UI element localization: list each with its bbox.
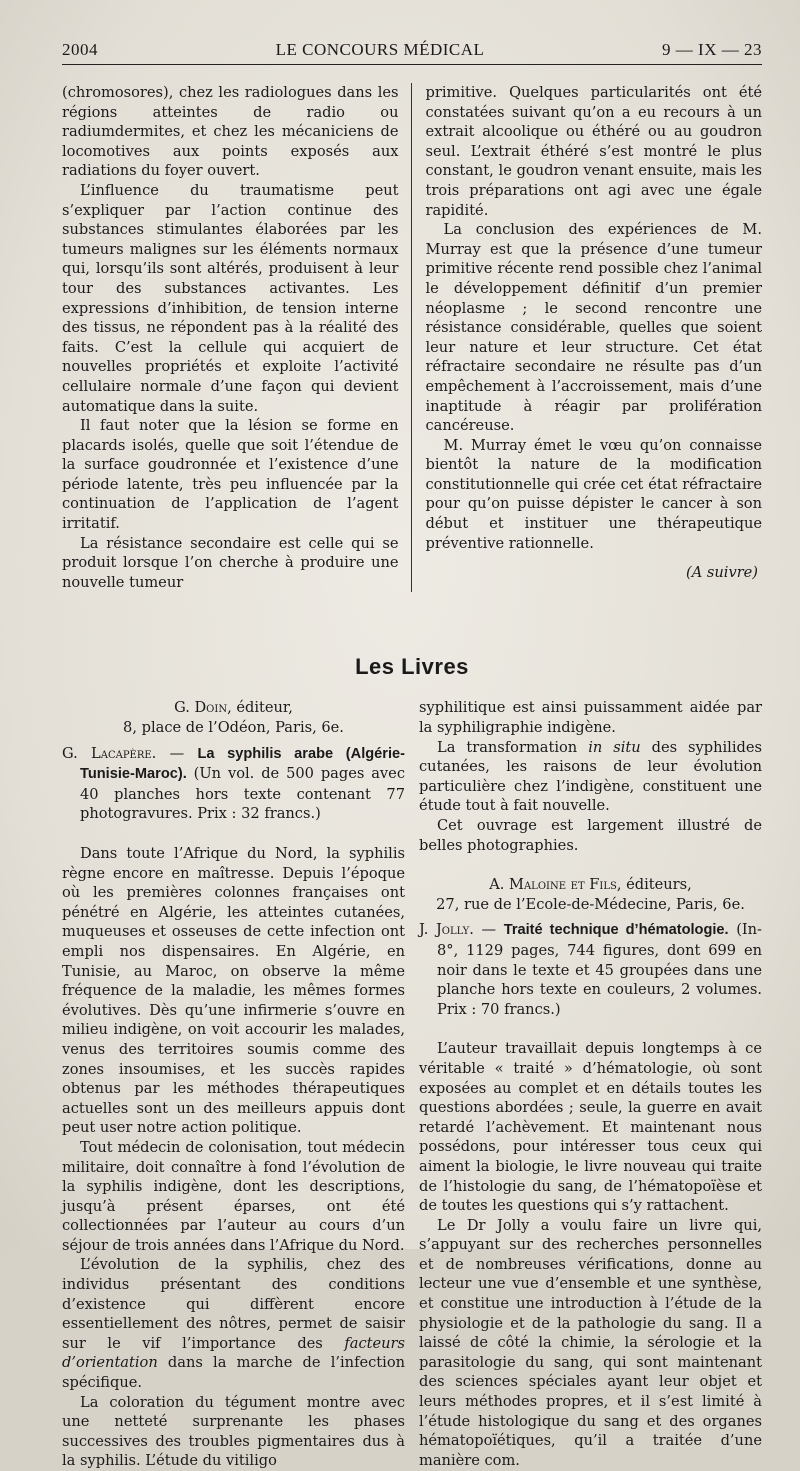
reviews-right-column — [419, 698, 762, 1471]
publisher-address: 8, place de l’Odéon, Paris, 6e. — [123, 719, 344, 737]
book-details: (Un vol. de 500 pages avec 40 planches hors texte contenant 77 photogravures. Prix : 32 francs.) — [80, 765, 405, 823]
paragraph: syphilitique est ainsi puissamment aidée par la syphiligraphie indigène. — [419, 699, 762, 737]
publisher-doin — [62, 698, 405, 737]
book-dash: — — [473, 921, 504, 939]
publisher-name: A. Maloine et Fils — [489, 876, 617, 894]
book-author: G. Lacapère. — [62, 744, 157, 762]
italic-term: facteurs d’orientation — [62, 1334, 405, 1372]
paragraph: Cet ouvrage est largement illustré de belles photographies. — [419, 817, 762, 854]
paragraph-text: La transformation — [437, 738, 578, 756]
paragraph: Le Dr Jolly a voulu faire un livre qui, s’appuyant sur des recherches personnelles et de nombreuses vérifications, donne au lecteur une vue d’ensemble et une synthèse, et constitue une introduction à l’étude de la physiologie et de la pathologie du sang. Il a laissé de côté la chimie, la sérologie et la parasitologie du sang, qui sont maintenant des sciences spéciales ayant leur objet et leurs méthodes propres, et il s’est limité à l’étude histologique du sang et des organes hématopoïétiques, qu’il a traitée d’une manière com. — [419, 1216, 762, 1469]
journal-title: LE CONCOURS MÉDICAL — [275, 40, 485, 59]
book-details: (In-8°, 1129 pages, 744 figures, dont 699 en noir dans le texte et 45 groupées dans une planche hors texte en couleurs, 2 volumes. Prix : 70 francs.) — [437, 921, 762, 1018]
paragraph: Dans toute l’Afrique du Nord, la syphilis règne encore en maîtresse. Depuis l’époque où les premières colonnes françaises ont pénétré en Algérie, les atteintes cutanées, muqueuses et osseuses de cette infection ont empli nos dispensaires. En Algérie, en Tunisie, au Maroc, on observe la même fréquence de la maladie, les mêmes formes évolutives. Dès qu’une infirmerie s’ouvre en milieu indigène, on voit accourir les malades, venus des territoires soumis comme des zones insoumises, et les succès rapides obtenus par les méthodes thérapeutiques actuelles sont un des meilleurs appuis dont peut user notre action politique. — [62, 845, 405, 1137]
publisher-name: G. Doin — [174, 699, 228, 717]
book-entry-jolly — [419, 920, 762, 1019]
publisher-address: 27, rue de l’Ecole-de-Médecine, Paris, 6e. — [436, 895, 745, 913]
section-title: Les Livres — [355, 654, 469, 680]
running-header — [62, 40, 762, 65]
paragraph-text: L’évolution de la syphilis, chez des individus présentant des conditions d’existence qui diffèrent encore essentiellement des nôtres, permet de saisir sur le vif l’importance des — [62, 1256, 405, 1352]
paragraph: (chromosores), chez les radiologues dans les régions atteintes de radio ou radiumdermites, et chez les mécaniciens de locomotives aux points exposés aux radiations du foyer ouvert. — [62, 84, 399, 180]
issue-date: 9 — IX — 23 — [662, 40, 762, 59]
article-right-column — [426, 83, 763, 592]
book-title: La syphilis arabe (Algérie-Tunisie-Maroc). — [80, 745, 405, 783]
paragraph: Tout médecin de colonisation, tout médecin militaire, doit connaître à fond l’évolution de la syphilis indigène, dont les descriptions, jusqu’à présent éparses, ont été collectionnées par l’auteur au cours d’un séjour de trois années dans l’Afrique du Nord. — [62, 1138, 405, 1254]
paragraph: La conclusion des expériences de M. Murray est que la présence d’une tumeur primitive récente rend possible chez l’animal le développement définitif d’un premier néoplasme ; le second rencontre une résistance considérable, quelles que soient leur nature et leur structure. Cet état réfractaire secondaire ne résulte pas d’un empêchement à l’accroissement, mais d’une inaptitude à réagir par prolifération cancéreuse. — [425, 221, 762, 435]
paragraph: L’influence du traumatisme peut s’expliquer par l’action continue des substances stimulantes élaborées par les tumeurs malignes sur les éléments normaux qui, lorsqu’ils sont altérés, produisent à leur tour des substances activantes. Les expressions d’inhibition, de tension interne des tissus, ne répondent pas à la réalité des faits. C’est la cellule qui acquiert de nouvelles propriétés et exploite l’activité cellulaire normale d’une façon qui devient automatique dans la suite. — [62, 181, 399, 415]
article-left-column — [62, 83, 412, 592]
page-number: 2004 — [62, 40, 98, 59]
book-reviews — [62, 698, 762, 1471]
book-title: Traité technique d’hématologie. — [503, 922, 729, 939]
book-dash: — — [156, 744, 198, 762]
paragraph: Il faut noter que la lésion se forme en placards isolés, quelle que soit l’étendue de la surface goudronnée et l’existence d’une période latente, très peu influencée par la continuation de l’application de l’agent irritatif. — [62, 417, 399, 533]
paragraph-text: dans la marche de l’infection spécifique. — [62, 1354, 405, 1392]
paragraph: La résistance secondaire est celle qui se produit lorsque l’on cherche à produire une nouvelle tumeur — [62, 534, 399, 591]
book-entry-lacapere — [62, 744, 405, 824]
publisher-role: , éditeur, — [227, 699, 293, 717]
to-be-continued: (A suivre) — [686, 564, 758, 582]
reviews-left-column — [62, 698, 405, 1471]
paragraph: L’auteur travaillait depuis longtemps à ce véritable « traité » d’hématologie, où sont exposées au complet et en détails toutes les questions abordées ; seule, la guerre en avait retardé l’achèvement. Et maintenant nous possédons, pour intéresser tous ceux qui aiment la biologie, le livre nouveau qui traite de l’histologie du sang, de l’hématopoïèse et de toutes les questions qui s’y rattachent. — [419, 1040, 762, 1215]
article-continuation — [62, 83, 762, 592]
book-author: J. Jolly. — [419, 921, 474, 939]
paragraph — [62, 1255, 405, 1392]
publisher-role: , éditeurs, — [616, 876, 692, 894]
paragraph — [419, 738, 762, 816]
paragraph: La coloration du tégument montre avec une netteté surprenante les phases successives des troubles pigmentaires dus à la syphilis. L’étude du vitiligo — [62, 1393, 405, 1470]
italic-term: in situ — [588, 738, 641, 756]
paragraph: M. Murray émet le vœu qu’on connaisse bientôt la nature de la modification constitutionnelle qui crée cet état réfractaire pour qu’on puisse dépister le cancer à son début et instituer une thérapeutique préventive rationnelle. — [425, 436, 762, 552]
paragraph: primitive. Quelques particularités ont été constatées suivant qu’on a eu recours à un extrait alcoolique ou éthéré ou au goudron seul. L’extrait éthéré s’est montré le plus constant, le goudron venant ensuite, mais les trois préparations ont agi avec une égale rapidité. — [425, 84, 762, 219]
paragraph-text: des syphilides cutanées, les raisons de leur évolution particulière chez l’indigène, constituent une étude tout à fait nouvelle. — [419, 738, 762, 815]
publisher-maloine — [419, 875, 762, 914]
